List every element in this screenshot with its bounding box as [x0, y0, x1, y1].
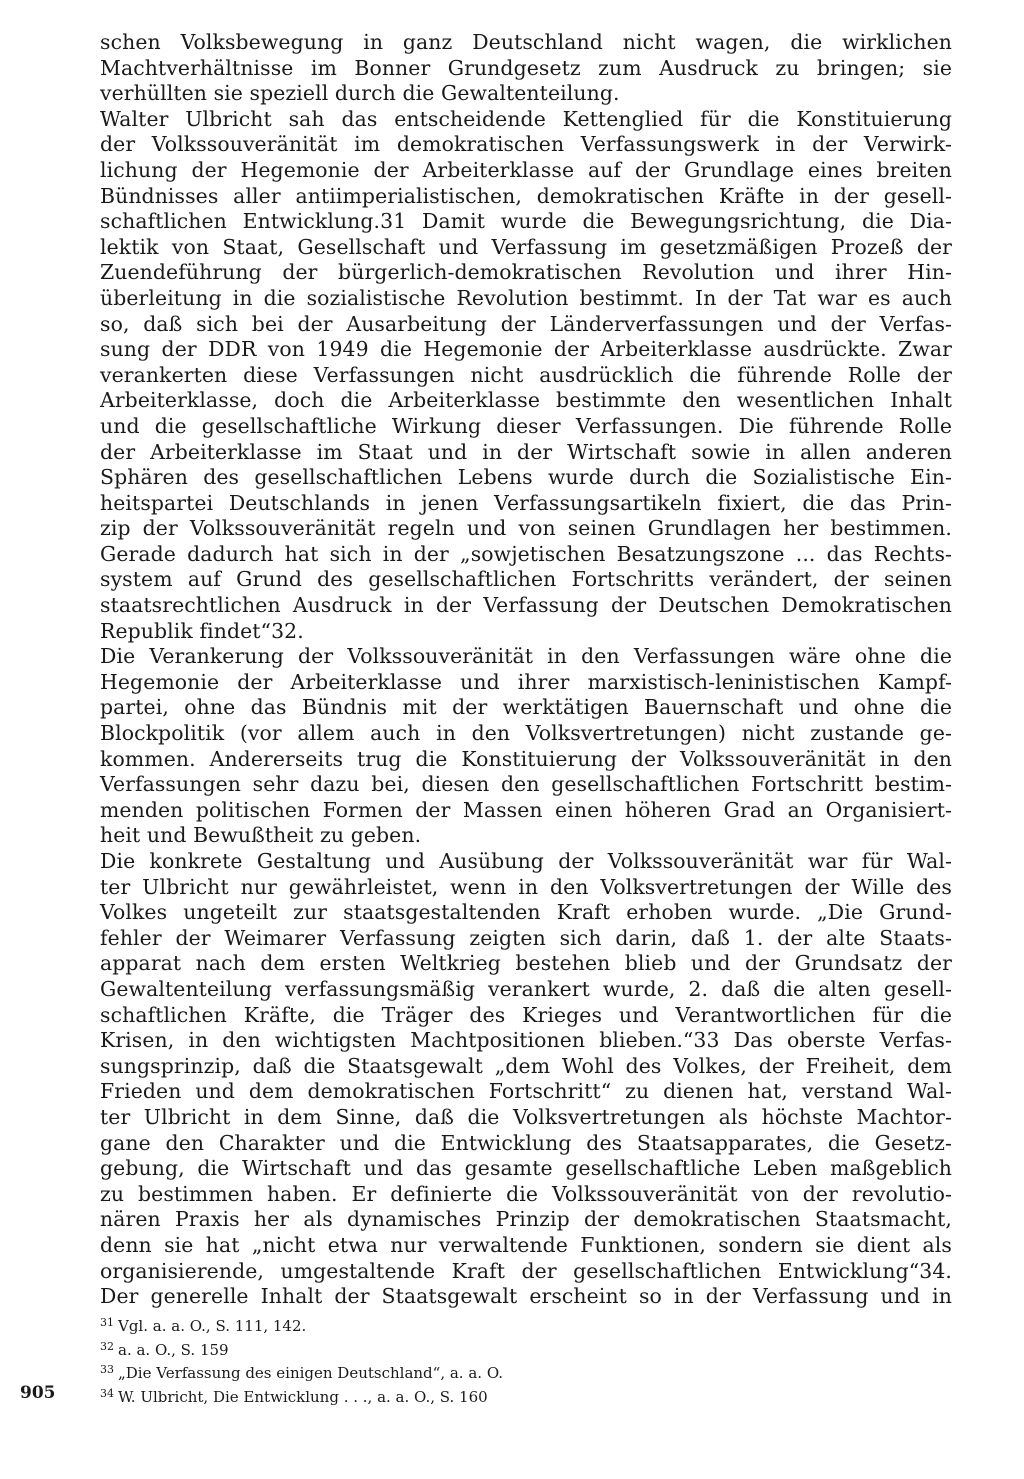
text-line: Gerade dadurch hat sich in der „sowjetischen Besatzungszone ... das Rechts- — [100, 541, 952, 566]
footnote — [100, 1315, 700, 1339]
text-line: lektik von Staat, Gesellschaft und Verfassung im gesetzmäßigen Prozeß der — [100, 234, 952, 259]
text-line: zu bestimmen haben. Er definierte die Volkssouveränität von der revolutio- — [100, 1181, 952, 1206]
text-line: heitspartei Deutschlands in jenen Verfassungsartikeln fixiert, die das Prin- — [100, 490, 952, 515]
footnotes — [100, 1315, 700, 1409]
footnote — [100, 1339, 700, 1363]
text-line: der Volkssouveränität im demokratischen Verfassungswerk in der Verwirk- — [100, 132, 952, 157]
text-line: und die gesellschaftliche Wirkung dieser Verfassungen. Die führende Rolle — [100, 413, 952, 438]
page-number: 905 — [20, 1383, 56, 1403]
footnote-text: Vgl. a. a. O., S. 111, 142. — [118, 1317, 307, 1335]
text-line: Die konkrete Gestaltung und Ausübung der Volkssouveränität war für Wal- — [100, 849, 952, 873]
footnote-number: 34 — [100, 1386, 114, 1400]
text-line: sungsprinzip, daß die Staatsgewalt „dem Wohl des Volkes, der Freiheit, dem — [100, 1053, 952, 1078]
footnote — [100, 1362, 700, 1386]
text-line: ter Ulbricht nur gewährleistet, wenn in den Volksvertretungen der Wille des — [100, 874, 952, 899]
text-line: Arbeiterklasse, doch die Arbeiterklasse bestimmte den wesentlichen Inhalt — [100, 388, 952, 413]
text-line: organisierende, umgestaltende Kraft der gesellschaftlichen Entwicklung“34. — [100, 1258, 952, 1283]
text-line: Zuendeführung der bürgerlich-demokratischen Revolution und ihrer Hin- — [100, 260, 952, 285]
footnote-text: „Die Verfassung des einigen Deutschland“, a. a. O. — [118, 1364, 504, 1382]
text-line: gane den Charakter und die Entwicklung des Staatsapparates, die Gesetz- — [100, 1130, 952, 1155]
text-line: sung der DDR von 1949 die Hegemonie der Arbeiterklasse ausdrückte. Zwar — [100, 337, 952, 362]
text-line: Republik findet“32. — [100, 618, 304, 643]
text-line: verankerten diese Verfassungen nicht ausdrücklich die führende Rolle der — [100, 362, 952, 387]
body-text — [100, 30, 952, 1310]
text-line: ter Ulbricht in dem Sinne, daß die Volksvertretungen als höchste Machtor- — [100, 1104, 952, 1129]
text-line: schaftlichen Kräfte, die Träger des Krieges und Verantwortlichen für die — [100, 1002, 952, 1027]
text-line: Blockpolitik (vor allem auch in den Volksvertretungen) nicht zustande ge- — [100, 721, 952, 746]
text-line: nären Praxis her als dynamisches Prinzip der demokratischen Staatsmacht, — [100, 1207, 952, 1232]
text-line: staatsrechtlichen Ausdruck in der Verfassung der Deutschen Demokratischen — [100, 593, 952, 618]
text-line: partei, ohne das Bündnis mit der werktätigen Bauernschaft und ohne die — [100, 695, 952, 720]
text-line: gebung, die Wirtschaft und das gesamte gesellschaftliche Leben maßgeblich — [100, 1156, 952, 1181]
text-line: zip der Volkssouveränität regeln und von seinen Grundlagen her bestimmen. — [100, 516, 952, 541]
text-line: Volkes ungeteilt zur staatsgestaltenden Kraft erhoben wurde. „Die Grund- — [100, 900, 952, 925]
text-line: verhüllten sie speziell durch die Gewaltenteilung. — [100, 81, 620, 106]
footnote — [100, 1386, 700, 1410]
text-line: schen Volksbewegung in ganz Deutschland nicht wagen, die wirklichen — [100, 30, 952, 54]
text-line: heit und Bewußtheit zu geben. — [100, 823, 422, 848]
text-line: Hegemonie der Arbeiterklasse und ihrer marxistisch-leninistischen Kampf- — [100, 669, 952, 694]
text-line: überleitung in die sozialistische Revolution bestimmt. In der Tat war es auch — [100, 285, 952, 310]
text-line: Frieden und dem demokratischen Fortschritt“ zu dienen hat, verstand Wal- — [100, 1079, 952, 1104]
text-line: Der generelle Inhalt der Staatsgewalt erscheint so in der Verfassung und in — [100, 1284, 952, 1309]
text-line: system auf Grund des gesellschaftlichen Fortschritts verändert, der seinen — [100, 567, 952, 592]
text-line: menden politischen Formen der Massen einen höheren Grad an Organisiert- — [100, 797, 952, 822]
text-line: apparat nach dem ersten Weltkrieg bestehen blieb und der Grundsatz der — [100, 951, 952, 976]
footnote-number: 31 — [100, 1316, 114, 1329]
footnote-text: W. Ulbricht, Die Entwicklung . . ., a. a. O., S. 160 — [118, 1387, 488, 1406]
footnote-text: a. a. O., S. 159 — [118, 1340, 229, 1359]
text-line: Die Verankerung der Volkssouveränität in den Verfassungen wäre ohne die — [100, 644, 952, 669]
text-line: Gewaltenteilung verfassungsmäßig verankert wurde, 2. daß die alten gesell- — [100, 976, 952, 1001]
text-line: der Arbeiterklasse im Staat und in der Wirtschaft sowie in allen anderen — [100, 439, 952, 464]
text-line: Walter Ulbricht sah das entscheidende Kettenglied für die Konstituierung — [100, 106, 952, 131]
text-line: kommen. Andererseits trug die Konstituierung der Volkssouveränität in den — [100, 746, 952, 771]
text-line: Verfassungen sehr dazu bei, diesen den gesellschaftlichen Fortschritt bestim- — [100, 772, 952, 797]
text-line: schaftlichen Entwicklung.31 Damit wurde die Bewegungsrichtung, die Dia- — [100, 209, 952, 234]
text-line: denn sie hat „nicht etwa nur verwaltende Funktionen, sondern sie dient als — [100, 1232, 952, 1257]
text-line: so, daß sich bei der Ausarbeitung der Länderverfassungen und der Verfas- — [100, 311, 952, 336]
footnote-number: 32 — [100, 1339, 114, 1353]
text-line: Machtverhältnisse im Bonner Grundgesetz zum Ausdruck zu bringen; sie — [100, 55, 952, 80]
text-line: Krisen, in den wichtigsten Machtpositionen blieben.“33 Das oberste Verfas- — [100, 1028, 952, 1053]
text-line: Bündnisses aller antiimperialistischen, demokratischen Kräfte in der gesell- — [100, 183, 952, 208]
text-line: Sphären des gesellschaftlichen Lebens wurde durch die Sozialistische Ein- — [100, 465, 952, 490]
text-line: lichung der Hegemonie der Arbeiterklasse auf der Grundlage eines breiten — [100, 157, 952, 182]
text-line: fehler der Weimarer Verfassung zeigten sich darin, daß 1. der alte Staats- — [100, 925, 952, 950]
footnote-number: 33 — [100, 1363, 114, 1376]
